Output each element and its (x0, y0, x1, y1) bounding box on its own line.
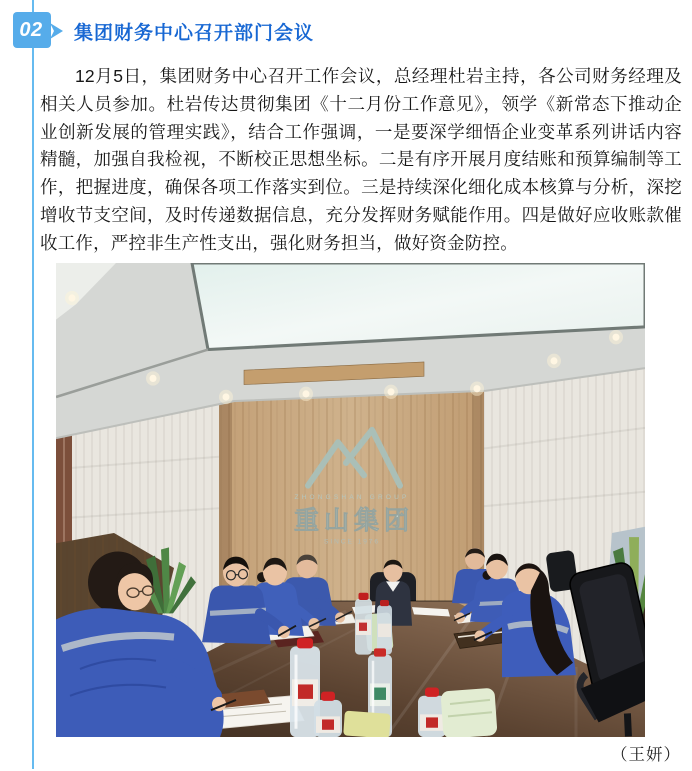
bottle-small-1 (355, 593, 372, 655)
badge-chevron-icon (50, 21, 66, 41)
meeting-photo (56, 263, 645, 737)
accent-vertical-line (32, 0, 34, 769)
bottle-small-2 (377, 600, 392, 655)
tissue-pack-green (440, 688, 497, 737)
logo-text-en: ZHONGSHAN GROUP (294, 493, 410, 501)
byline: （王妍） (611, 746, 681, 764)
logo-text-cn: 重山集团 (294, 506, 414, 535)
article-paragraph: 12月5日，集团财务中心召开工作会议，总经理杜岩主持，各公司财务经理及相关人员参加。杜岩传达贯彻集团《十二月份工作意见》，领学《新常态下推动企业创新发展的管理实践》，结合工作强调，一是要深学细悟企业变革系列讲话内容精髓，加强自我检视，不断校正思想坐标。二是有序开展月度结账和预算编制等工作，把握进度，确保各项工作落实到位。三是持续深化细化成本核算与分析，深挖增收节支空间，及时传递数据信息，充分发挥财务赋能作用。四是做好应收账款催收工作，严控非生产性支出，强化财务担当，做好资金防控。 (40, 66, 682, 253)
section-number-badge (13, 12, 51, 48)
section-number: 02 (19, 18, 43, 41)
yellow-pack (343, 711, 391, 737)
meeting-room-illustration (56, 263, 645, 737)
page-title: 集团财务中心召开部门会议 (74, 23, 315, 44)
logo-text-since: SINCE 1976 (323, 538, 381, 546)
